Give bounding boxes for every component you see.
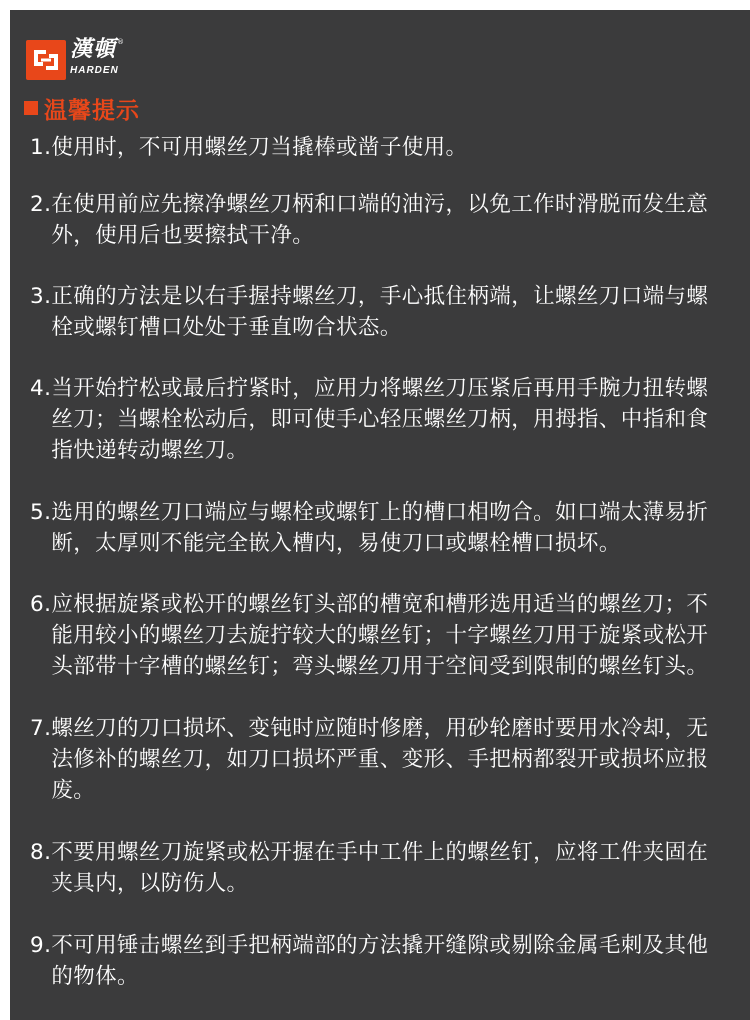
tip-number: 6. xyxy=(30,592,52,617)
brand-name-cn: 漢頓 xyxy=(70,36,117,62)
tip-text: 不可用锤击螺丝到手把柄端部的方法撬开缝隙或剔除金属毛刺及其他的物体。 xyxy=(51,933,709,989)
tip-item xyxy=(30,713,730,806)
brand-name-en: HARDEN xyxy=(70,65,119,76)
heading-bullet-icon xyxy=(24,101,38,115)
tip-item xyxy=(30,930,730,992)
tips-list xyxy=(30,132,730,992)
brand-wordmark xyxy=(70,38,124,76)
tip-text: 使用时，不可用螺丝刀当撬棒或凿子使用。 xyxy=(51,135,468,160)
tip-text: 螺丝刀的刀口损坏、变钝时应随时修磨，用砂轮磨时要用水冷却，无法修补的螺丝刀，如刀口损坏严重、变形、手把柄都裂开或损坏应报废。 xyxy=(51,716,709,803)
registered-mark: ® xyxy=(117,38,125,46)
tip-text: 当开始拧松或最后拧紧时，应用力将螺丝刀压紧后再用手腕力扭转螺丝刀；当螺栓松动后，即可使手心轻压螺丝刀柄，用拇指、中指和食指快递转动螺丝刀。 xyxy=(51,376,709,463)
tip-item xyxy=(30,837,730,899)
tip-text: 不要用螺丝刀旋紧或松开握在手中工件上的螺丝钉，应将工件夹固在夹具内，以防伤人。 xyxy=(51,840,709,896)
tip-text: 在使用前应先擦净螺丝刀柄和口端的油污，以免工作时滑脱而发生意外，使用后也要擦拭干净。 xyxy=(51,192,709,248)
tip-item xyxy=(30,373,730,466)
section-heading xyxy=(24,94,140,122)
tip-number: 5. xyxy=(30,500,52,525)
tip-number: 7. xyxy=(30,716,52,741)
tip-item xyxy=(30,589,730,682)
brand-logo xyxy=(26,38,124,88)
tip-number: 1. xyxy=(30,135,52,160)
harden-logo-icon xyxy=(26,40,66,80)
tip-item xyxy=(30,497,730,559)
tip-text: 应根据旋紧或松开的螺丝钉头部的槽宽和槽形选用适当的螺丝刀；不能用较小的螺丝刀去旋拧较大的螺丝钉；十字螺丝刀用于旋紧或松开头部带十字槽的螺丝钉；弯头螺丝刀用于空间受到限制的螺丝钉头。 xyxy=(51,592,709,679)
tip-number: 3. xyxy=(30,284,52,309)
tip-text: 正确的方法是以右手握持螺丝刀，手心抵住柄端，让螺丝刀口端与螺栓或螺钉槽口处处于垂直吻合状态。 xyxy=(51,284,709,340)
tip-number: 2. xyxy=(30,192,52,217)
tips-panel xyxy=(10,10,750,1020)
tip-item xyxy=(30,132,730,163)
tip-item xyxy=(30,189,730,251)
tip-item xyxy=(30,281,730,343)
tip-text: 选用的螺丝刀口端应与螺栓或螺钉上的槽口相吻合。如口端太薄易折断，太厚则不能完全嵌入槽内，易使刀口或螺栓槽口损坏。 xyxy=(51,500,709,556)
section-title: 温馨提示 xyxy=(44,97,140,124)
tip-number: 9. xyxy=(30,933,52,958)
tip-number: 8. xyxy=(30,840,52,865)
tip-number: 4. xyxy=(30,376,52,401)
